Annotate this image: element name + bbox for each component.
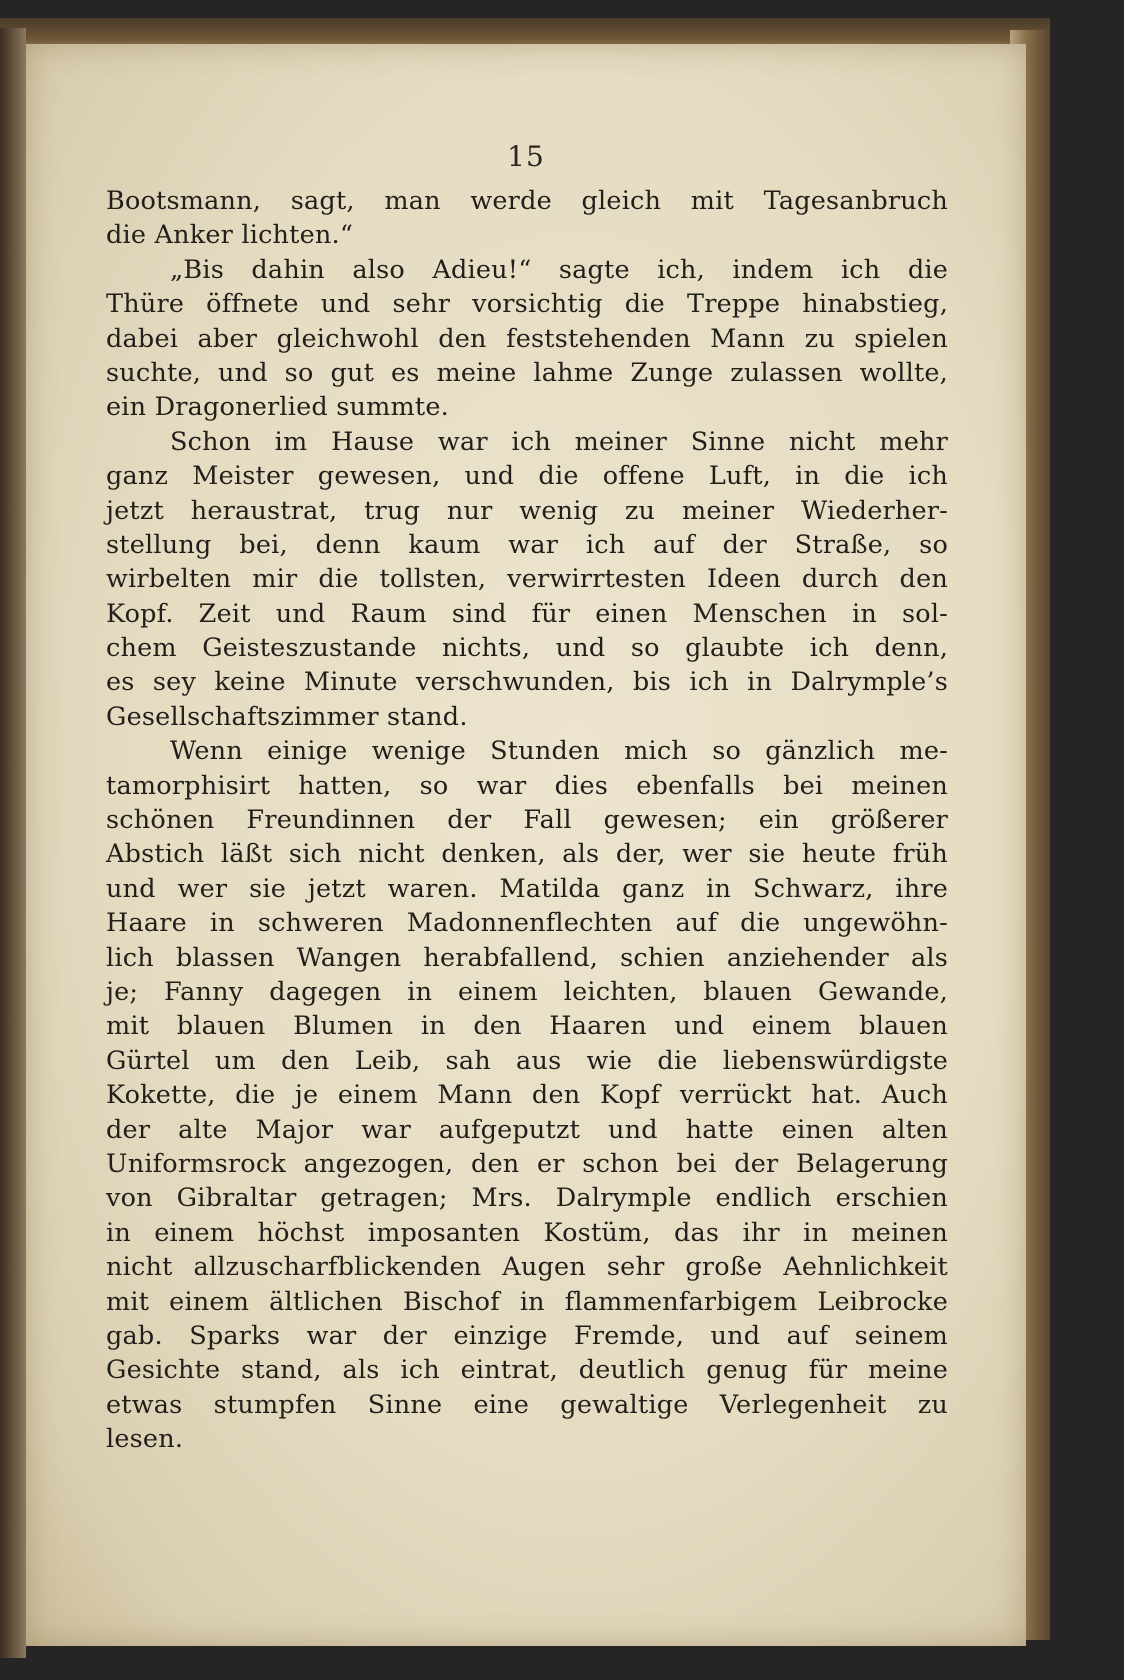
text-line: jetzt heraustrat, trug nur wenig zu meiner Wiederher- (106, 495, 948, 526)
text-line: Kokette, die je einem Mann den Kopf verrückt hat. Auch (106, 1080, 948, 1111)
text-line: lich blassen Wangen herabfallend, schien anziehender als (106, 942, 948, 973)
book-page (26, 44, 1026, 1646)
text-line: mit einem ältlichen Bischof in flammenfarbigem Leibrocke (106, 1286, 948, 1317)
text-line: etwas stumpfen Sinne eine gewaltige Verlegenheit zu (106, 1389, 948, 1420)
text-line: Haare in schweren Madonnenflechten auf die ungewöhn- (106, 908, 948, 939)
text-line: schönen Freundinnen der Fall gewesen; ein größerer (106, 805, 948, 836)
book-cover-left-edge (0, 28, 26, 1658)
text-line: suchte, und so gut es meine lahme Zunge zulassen wollte, (106, 357, 948, 388)
text-line: die Anker lichten.“ (106, 220, 354, 251)
text-line: von Gibraltar getragen; Mrs. Dalrymple endlich erschien (106, 1183, 948, 1214)
text-line: Uniformsrock angezogen, den er schon bei der Belagerung (106, 1148, 948, 1179)
text-line: und wer sie jetzt waren. Matilda ganz in Schwarz, ihre (106, 873, 948, 904)
text-line: Wenn einige wenige Stunden mich so gänzlich me- (170, 736, 948, 767)
text-line: Gesellschaftszimmer stand. (106, 701, 468, 732)
text-line: ein Dragonerlied summte. (106, 392, 449, 423)
text-line: gab. Sparks war der einzige Fremde, und auf seinem (106, 1320, 948, 1351)
text-line: ganz Meister gewesen, und die offene Luft, in die ich (106, 461, 948, 492)
text-line: Gürtel um den Leib, sah aus wie die liebenswürdigste (106, 1045, 948, 1076)
text-line: Schon im Hause war ich meiner Sinne nicht mehr (170, 426, 948, 457)
text-line: es sey keine Minute verschwunden, bis ich in Dalrymple’s (106, 667, 948, 698)
page-number: 15 (507, 140, 545, 173)
text-line: stellung bei, denn kaum war ich auf der Straße, so (106, 529, 948, 560)
text-line: Thüre öffnete und sehr vorsichtig die Treppe hinabstieg, (106, 289, 948, 320)
text-line: lesen. (106, 1424, 184, 1455)
text-line: „Bis dahin also Adieu!“ sagte ich, indem ich die (170, 254, 948, 285)
text-line: Kopf. Zeit und Raum sind für einen Menschen in sol- (106, 598, 948, 629)
text-line: Bootsmann, sagt, man werde gleich mit Tagesanbruch (106, 186, 948, 216)
text-line: dabei aber gleichwohl den feststehenden Mann zu spielen (106, 323, 948, 354)
text-line: chem Geisteszustande nichts, und so glaubte ich denn, (106, 633, 948, 664)
text-line: Abstich läßt sich nicht denken, als der, wer sie heute früh (106, 839, 948, 870)
text-line: tamorphisirt hatten, so war dies ebenfalls bei meinen (106, 770, 948, 801)
text-line: nicht allzuscharfblickenden Augen sehr große Aehnlichkeit (106, 1252, 948, 1283)
text-line: wirbelten mir die tollsten, verwirrtesten Ideen durch den (106, 564, 948, 595)
text-line: mit blauen Blumen in den Haaren und einem blauen (106, 1011, 948, 1042)
text-line: je; Fanny dagegen in einem leichten, blauen Gewande, (106, 976, 948, 1007)
text-line: Gesichte stand, als ich eintrat, deutlich genug für meine (106, 1355, 948, 1386)
text-line: der alte Major war aufgeputzt und hatte einen alten (106, 1114, 948, 1145)
text-line: in einem höchst imposanten Kostüm, das ihr in meinen (106, 1217, 948, 1248)
page-body-text (106, 184, 948, 1456)
